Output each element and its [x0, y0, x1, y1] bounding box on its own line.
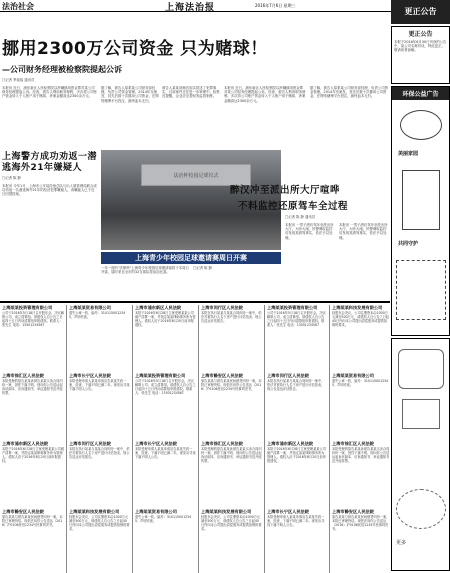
sidebar-header	[391, 0, 450, 24]
lead-body-col3: 被告人某某到案后如实供述了犯罪事实，目前案件正在进一步审理中。检察官提醒，企业应完善财务监管制度。	[162, 86, 220, 99]
lead-body-col2: 据了解，被告人原系某公司财务部经理，负责公司资金管理。2014年至案发，其先后数十次挪用公司资金，在网络赌博平台投注，最终血本无归。	[101, 86, 159, 103]
notice-title: 上海某某贸易有限公司	[135, 509, 177, 514]
story4-body-col1: 本报讯 一男子酒后驾车至派出所大厅，大吵大闹。民警调取监控后发现其酒驾事实，依法予以处理。	[285, 223, 334, 240]
story4-body-col2: 本报讯 一男子酒后驾车至派出所大厅，大吵大闹。民警调取监控后发现其酒驾事实，依法予以处理。	[339, 223, 388, 240]
notice-title: 上海某某贸易有限公司	[332, 373, 374, 378]
notice-body: 本院受理申请人某某申请宣告某某失踪一案，经查，下落不明已满二年。现发出寻找下落不明人公告。	[69, 379, 130, 391]
earth-icon	[400, 110, 442, 140]
notice-body: 经股东会决议，公司注册资本由1000万元减至500万元，请债权人自公告之日起45日内向本公司提出清偿债务或提供担保的要求。	[69, 515, 130, 531]
story2-byline: □记者 陈 静	[193, 266, 212, 270]
house-icon	[398, 349, 444, 389]
notice-title: 上海市闵行区人民法院	[69, 441, 111, 446]
notice-title: 上海市长宁区人民法院	[267, 509, 309, 514]
more-label: 更多	[396, 540, 407, 546]
notice-title: 上海某某投资管理有限公司	[135, 373, 186, 378]
notice-body: 公司于2016年5月18日召开股东会，决议解散公司，成立清算组。请债权人自公告之日起四十五日内向清算组申报债权。联系人：张先生 电话：13501234567	[2, 311, 64, 327]
notice-title: 上海市浦东新区人民法院	[135, 305, 182, 310]
newspaper-logo: 上海法治报	[165, 3, 216, 13]
notice-title: 上海市长宁区人民法院	[135, 441, 177, 446]
story4-title: 醉汉冲至派出所大厅喧哗	[230, 185, 341, 196]
notice-body: 本院于2016年6月28日立案受理某某公司破产清算一案，并指定某某律师事务所为管理人。债权人应于2016年8月20日前申报债权。	[267, 447, 326, 463]
notice-body: 本院受理申请人某某申请宣告某某失踪一案，经查，下落不明已满二年。现发出寻找下落不明人公告。	[267, 515, 325, 527]
notice-body: 遗失公章一枚，编号：3101150012345，声明作废。	[135, 515, 192, 523]
env-ad-title: 环保公益广告	[392, 87, 449, 100]
notice-body: 本报于2016年6月30日刊登的公告中，某公司名称有误，特此更正。敬请读者谅解。	[394, 40, 447, 53]
notice-title: 上海市静安区人民法院	[201, 373, 243, 378]
story3-title: 上海警方成功劝返一潜逃海外21年嫌疑人	[2, 152, 98, 173]
tree-icon	[396, 260, 446, 320]
notice-title: 上海市闵行区人民法院	[267, 373, 309, 378]
notice-body: 遗失公章一枚，编号：3101150012345，声明作废。	[69, 311, 126, 319]
notice-title: 上海市长宁区人民法院	[69, 373, 111, 378]
notices-grid	[0, 305, 390, 573]
notice-body: 公司于2016年5月18日召开股东会，决议解散公司，成立清算组。请债权人自公告之日起四十五日内向清算组申报债权。联系人：张先生 电话：13501234567	[135, 379, 196, 395]
plant-icon	[402, 170, 440, 230]
lead-body-col5: 据了解，被告人原系某公司财务部经理，负责公司资金管理。2014年至案发，其先后数十次挪用公司资金，在网络赌博平台投注，最终血本无归。	[310, 86, 388, 99]
notice-body: 遗失公章一枚，编号：3101150012345，声明作废。	[332, 379, 389, 387]
notice-title: 上海某某投资管理有限公司	[267, 305, 318, 310]
notice-title: 上海市静安区人民法院	[332, 509, 374, 514]
date-line: 2016年7月6日 星期三	[255, 3, 296, 8]
earth-icon	[396, 489, 446, 529]
notice-title: 上海市徐汇区人民法院	[332, 441, 374, 446]
notice-title: 上海某某科技发展有限公司	[201, 509, 252, 514]
notice-body: 本院受理申请人某某申请宣告某某失踪一案，经查，下落不明已满二年。现发出寻找下落不明人公告。	[135, 447, 196, 459]
notice-title: 上海市闵行区人民法院	[201, 305, 243, 310]
env-ad-box	[391, 86, 450, 336]
lead-deck: —公司财务经理被检察院提起公诉	[2, 65, 122, 74]
notice-body: 原告某某与被告某某民间借贷纠纷一案，本院已审理终结。现依法向你公告送达（2016）沪0106民初1234号民事判决书。	[332, 515, 390, 531]
correction-notice-box	[391, 26, 450, 84]
notice-body: 经股东会决议，公司注册资本由1000万元减至500万元，请债权人自公告之日起45日内向本公司提出清偿债务或提供担保的要求。	[332, 311, 390, 327]
story3-byline: □记者 陈 静	[2, 176, 21, 180]
notice-col-3	[132, 305, 196, 573]
section-divider	[0, 301, 390, 303]
story2-title: 上海青少年校园足球邀请赛周日开赛	[101, 252, 281, 264]
notice-title: 上海市浦东新区人民法院	[2, 441, 49, 446]
notice-body: 本院受理的原告某某诉被告某某买卖合同纠纷一案，因你下落不明，现向你公告送达起诉状副本、应诉通知书、举证通知书及开庭传票。	[201, 447, 262, 463]
notice-title: 更正公告	[408, 31, 433, 38]
notice-body: 本院在执行某某与某某合同纠纷一案中，依法对被执行人名下房产进行评估拍卖，现公告送达评估报告。	[69, 447, 130, 459]
notice-body: 本院受理的原告某某诉被告某某买卖合同纠纷一案，因你下落不明，现向你公告送达起诉状副本、应诉通知书、举证通知书及开庭传票。	[332, 447, 390, 463]
story3-body: 本报讯 今年1月，上海市公安局经侦总队与出入境管理局联合成功劝返一名潜逃海外21年的经济犯罪嫌疑人，该嫌疑人已于近日回国投案。	[2, 184, 97, 197]
notice-title: 上海某某科技发展有限公司	[69, 509, 120, 514]
notice-title: 上海市徐汇区人民法院	[201, 441, 243, 446]
notice-title: 上海市浦东新区人民法院	[267, 441, 314, 446]
notice-title: 上海某某投资管理有限公司	[2, 305, 53, 310]
notice-body: 本院在执行某某与某某合同纠纷一案中，依法对被执行人名下房产进行评估拍卖，现公告送达评估报告。	[201, 311, 262, 323]
lead-headline: 挪用2300万公司资金 只为赌球！	[2, 39, 268, 59]
story2-body: 一年一度的"法律杯"上海青少年校园足球邀请赛将于本周日开赛，届时来自全市的32支球队将参加比赛。	[101, 266, 189, 275]
lead-body-col1: 本报讯 近日，浦东新区人民检察院以涉嫌挪用资金罪对某公司财务经理提起公诉。经查，被告人利用职务便利，多次将公司账户资金转入个人账户用于赌球，涉案金额高达2300余万元。	[2, 86, 97, 99]
notice-body: 公司于2016年5月18日召开股东会，决议解散公司，成立清算组。请债权人自公告之日起四十五日内向清算组申报债权。联系人：张先生 电话：13501234567	[267, 311, 326, 327]
sidebar-lower-box	[391, 338, 450, 571]
tree-icon	[402, 399, 440, 429]
story4-title2: 不料监控还原驾车全过程	[238, 201, 349, 212]
photo-caption: 法治杯校园足球仪式	[173, 173, 219, 179]
notice-col-4	[198, 305, 262, 573]
env-slogan-2: 共同守护	[398, 241, 419, 247]
notice-title: 上海某某贸易有限公司	[69, 305, 111, 310]
notice-body: 原告某某与被告某某民间借贷纠纷一案，本院已审理终结。现依法向你公告送达（2016）沪0106民初1234号民事判决书。	[201, 379, 262, 391]
sidebar-title: 更正公告	[404, 7, 437, 16]
masthead	[0, 0, 450, 12]
notice-title: 上海市静安区人民法院	[2, 509, 44, 514]
notice-body: 本院受理的原告某某诉被告某某买卖合同纠纷一案，因你下落不明，现向你公告送达起诉状副本、应诉通知书、举证通知书及开庭传票。	[2, 379, 63, 395]
notice-body: 经股东会决议，公司注册资本由1000万元减至500万元，请债权人自公告之日起45日内向本公司提出清偿债务或提供担保的要求。	[201, 515, 262, 531]
notice-body: 本院在执行某某与某某合同纠纷一案中，依法对被执行人名下房产进行评估拍卖，现公告送达评估报告。	[267, 379, 325, 391]
notice-title: 上海市徐汇区人民法院	[2, 373, 44, 378]
notice-body: 原告某某与被告某某民间借贷纠纷一案，本院已审理终结。现依法向你公告送达（2016）沪0106民初1234号民事判决书。	[2, 515, 63, 527]
notice-col-5	[264, 305, 327, 573]
env-slogan-1: 美丽家园	[398, 151, 419, 157]
notice-body: 本院于2016年6月28日立案受理某某公司破产清算一案，并指定某某律师事务所为管理人。债权人应于2016年8月20日前申报债权。	[135, 311, 196, 327]
notice-title: 上海某某科技发展有限公司	[332, 305, 383, 310]
story4-byline: □记者 陈 静 通讯员	[285, 215, 316, 219]
lead-byline: □记者 季瑶瑶 通讯员	[2, 78, 35, 82]
section-label: 法治社会	[2, 2, 34, 11]
notice-body: 本院于2016年6月28日立案受理某某公司破产清算一案，并指定某某律师事务所为管理人。债权人应于2016年8月20日前申报债权。	[2, 447, 64, 463]
lead-body-col4: 本报讯 近日，浦东新区人民检察院以涉嫌挪用资金罪对某公司财务经理提起公诉。经查，被告人利用职务便利，多次将公司账户资金转入个人账户用于赌球，涉案金额高达2300余万元。	[224, 86, 306, 103]
notice-col-1	[2, 305, 64, 573]
notice-col-6	[329, 305, 390, 573]
notice-col-2	[66, 305, 130, 573]
